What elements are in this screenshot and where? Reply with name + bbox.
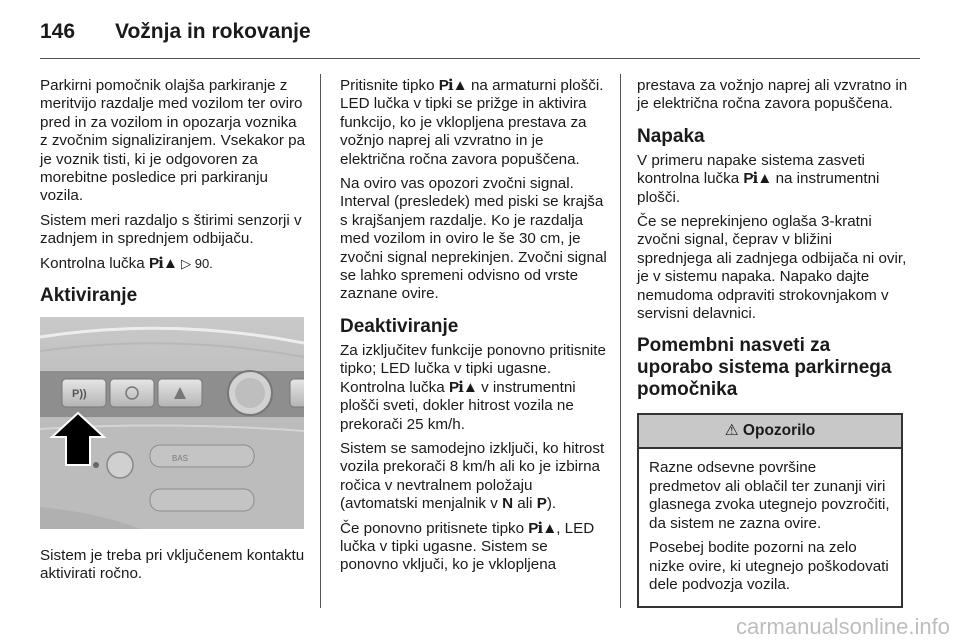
warning-body <box>639 449 901 606</box>
warning-box <box>637 413 903 608</box>
auto-switch-off-paragraph: Sistem se samodejno izključi, ko hitrost vozila prekorači 8 km/h ali ko je izbirna ročica v nevtralnem položaju (avtomatski menjalnik v N ali P). <box>340 439 605 513</box>
warning-paragraph-2: Posebej bodite pozorni na zelo nizke ovire, ki utegnejo poškodovati dele podvozja vozila. <box>649 539 889 593</box>
deactivation-paragraph: Za izključitev funkcije ponovno pritisnite tipko; LED lučka v tipki ugasne. Kontrolna lučka Pℹ▲ v instrumentni plošči sveti, dokler hitrost vozila ne prekorači 25 km/h. <box>340 341 606 433</box>
fault-indicator-paragraph: V primeru napake sistema zasveti kontrolna lučka Pℹ▲ na instrumentni plošči. <box>637 151 880 206</box>
intro-paragraph: Parkirni pomočnik olajša parkiranje z meritvijo razdalje med vozilom ter oviro pred in za vozilom in opozarja voznika z zvočnim signaliziranjem. Vsekakor pa je voznik tisti, ki je odgovoren za morebitne posledice pri parkiranju vozila. <box>40 77 306 205</box>
sensors-paragraph: Sistem meri razdaljo s štirimi senzorji v zadnjem in sprednjem odbijaču. <box>40 211 302 248</box>
press-button-paragraph: Pritisnite tipko Pℹ▲ na armaturni plošči. LED lučka v tipki se prižge in aktivira funkcijo, ko je vklopljena prestava za vožnjo naprej ali vzvratno in je električna ročna zavora popuščena. <box>340 77 604 168</box>
column-2 <box>340 77 608 581</box>
heading-fault: Napaka <box>637 125 705 147</box>
heading-deactivation: Deaktiviranje <box>340 315 459 337</box>
acoustic-signal-paragraph: Na oviro vas opozori zvočni signal. Interval (presledek) med piski se krajša s krajšanjem razdalje. Ko je razdalja med vozilom in oviro le še 30 cm, je zvočni signal neprekinjen. Zvočni signal se lahko spremeni odvisno od vrste zaznane ovire. <box>340 175 607 303</box>
header-rule <box>40 58 920 59</box>
page-header <box>40 14 311 50</box>
svg-text:P)): P)) <box>72 388 87 401</box>
page-title: Vožnja in rokovanje <box>115 20 311 43</box>
column-divider-1 <box>320 74 321 608</box>
warning-title: ⚠ Opozorilo <box>639 415 901 449</box>
column-1 <box>40 77 308 590</box>
gear-n-label: N <box>502 495 514 513</box>
column-3 <box>637 77 909 608</box>
warning-paragraph-1: Razne odsevne površine predmetov ali oblačil ter zunanji viri glasnega zvoka utegnejo povzročiti, da sistem ne zazna ovire. <box>649 459 890 532</box>
fault-signal-paragraph: Če se neprekinjeno oglaša 3-kratni zvočni signal, čeprav v bližini sprednjega ali zadnjega odbijača ni ovir, je v sistemu napaka. Napako dajte nemudoma odpraviti strokovnjakom v servisni delavnici. <box>637 213 907 323</box>
page-number: 146 <box>40 20 76 43</box>
indicator-paragraph <box>40 255 308 273</box>
heading-tips: Pomembni nasveti za uporabo sistema parkirnega pomočnika <box>637 335 892 401</box>
photo-button-label: BAS <box>172 454 189 464</box>
parking-assist-symbol-icon: Pℹ▲ <box>448 378 477 396</box>
parking-assist-symbol-icon: Pℹ▲ <box>743 170 772 188</box>
page-reference: ▷ 90. <box>181 255 213 271</box>
watermark: carmanualsonline.info <box>735 614 950 639</box>
heading-activation: Aktiviranje <box>40 285 138 307</box>
dashboard-button-photo <box>40 317 304 529</box>
indicator-text: Kontrolna lučka <box>40 254 145 272</box>
parking-assist-symbol-icon: Pℹ▲ <box>528 519 557 537</box>
continued-paragraph: prestava za vožnjo naprej ali vzvratno in je električna ročna zavora popuščena. <box>637 77 908 113</box>
column-divider-2 <box>620 74 621 608</box>
parking-assist-symbol-icon: Pℹ▲ <box>438 77 467 94</box>
re-press-paragraph: Če ponovno pritisnete tipko Pℹ▲, LED lučka v tipki ugasne. Sistem se ponovno vključi, ko je vklopljena <box>340 519 595 574</box>
parking-assist-symbol-icon: Pℹ▲ <box>148 254 177 272</box>
activation-note: Sistem je treba pri vključenem kontaktu aktivirati ročno. <box>40 547 305 583</box>
gear-p-label: P <box>536 495 547 513</box>
